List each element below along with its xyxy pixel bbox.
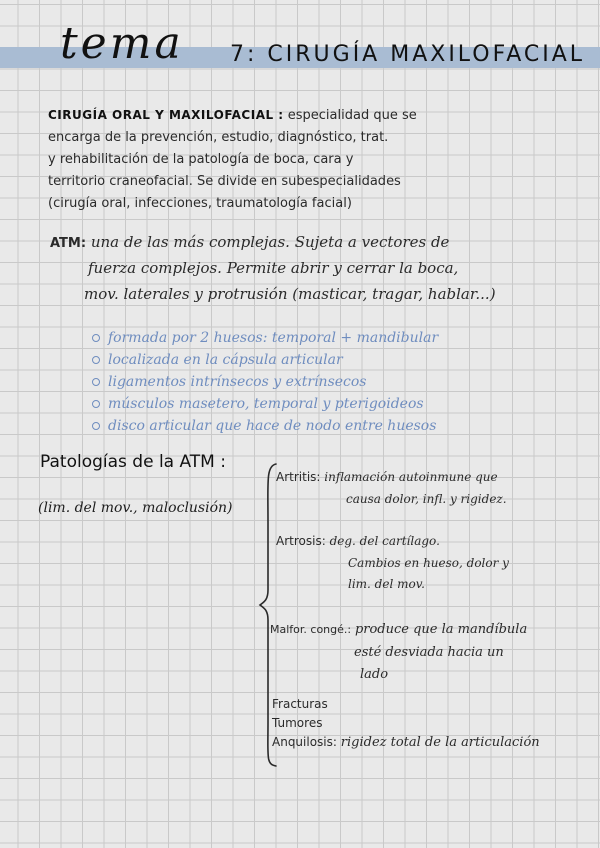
bullet-item: disco articular que hace de nodo entre huesos (92, 418, 436, 434)
pathology-desc: lado (360, 667, 389, 682)
pathology-desc: Cambios en hueso, dolor y (348, 556, 509, 570)
title-subject: 7: CIRUGÍA MAXILOFACIAL (230, 42, 586, 67)
bullet-dot-icon (92, 378, 100, 386)
pathology-desc: esté desviada hacia un (354, 645, 504, 660)
bullet-item: localizada en la cápsula articular (92, 352, 343, 368)
pathology-desc: inflamación autoinmune que (324, 470, 498, 484)
pathology-fracturas: Fracturas (272, 697, 328, 711)
pathology-desc: rigidez total de la articulación (340, 735, 540, 750)
atm-label: ATM: (50, 236, 87, 251)
pathology-artrosis (276, 534, 440, 548)
definition-line-1 (48, 108, 417, 123)
definition-line-3: y rehabilitación de la patología de boca, cara y (48, 152, 354, 167)
definition-line-4: territorio craneofacial. Se divide en subespecialidades (48, 174, 401, 189)
atm-line-1-text: una de las más complejas. Sujeta a vectores de (90, 233, 450, 251)
pathology-name: Malfor. congé.: (270, 623, 352, 636)
atm-line-3: mov. laterales y protrusión (masticar, tragar, hablar...) (84, 285, 496, 303)
bullet-dot-icon (92, 400, 100, 408)
bullet-item: ligamentos intrínsecos y extrínsecos (92, 374, 367, 390)
pathology-desc: produce que la mandíbula (354, 622, 528, 637)
definition-line-2: encarga de la prevención, estudio, diagnóstico, trat. (48, 130, 389, 145)
pathology-name: Artrosis: (276, 534, 326, 548)
atm-line-2: fuerza complejos. Permite abrir y cerrar la boca, (88, 259, 459, 277)
pathology-tumores: Tumores (272, 716, 323, 730)
pathology-desc: deg. del cartílago. (329, 534, 440, 548)
pathologies-side-note: (lim. del mov., maloclusión) (38, 500, 233, 516)
pathology-desc: causa dolor, infl. y rigidez. (346, 492, 507, 506)
pathology-anquilosis (272, 735, 540, 750)
pathology-name: Anquilosis: (272, 735, 337, 749)
definition-term: CIRUGÍA ORAL Y MAXILOFACIAL : (48, 108, 284, 122)
bullet-item: formada por 2 huesos: temporal + mandibular (92, 330, 438, 346)
pathologies-heading: Patologías de la ATM : (40, 452, 226, 472)
bullet-item: músculos masetero, temporal y pterigoideos (92, 396, 424, 412)
pathology-desc: lim. del mov. (348, 577, 425, 591)
definition-line-5: (cirugía oral, infecciones, traumatología facial) (48, 196, 352, 211)
bullet-dot-icon (92, 356, 100, 364)
bullet-dot-icon (92, 422, 100, 430)
bullet-dot-icon (92, 334, 100, 342)
title-script-word: tema (60, 18, 184, 69)
pathology-artritis (276, 470, 498, 484)
definition-line-1-text: especialidad que se (287, 108, 417, 123)
atm-line-1 (50, 233, 449, 251)
pathology-malformacion (270, 622, 527, 637)
pathology-name: Artritis: (276, 470, 321, 484)
